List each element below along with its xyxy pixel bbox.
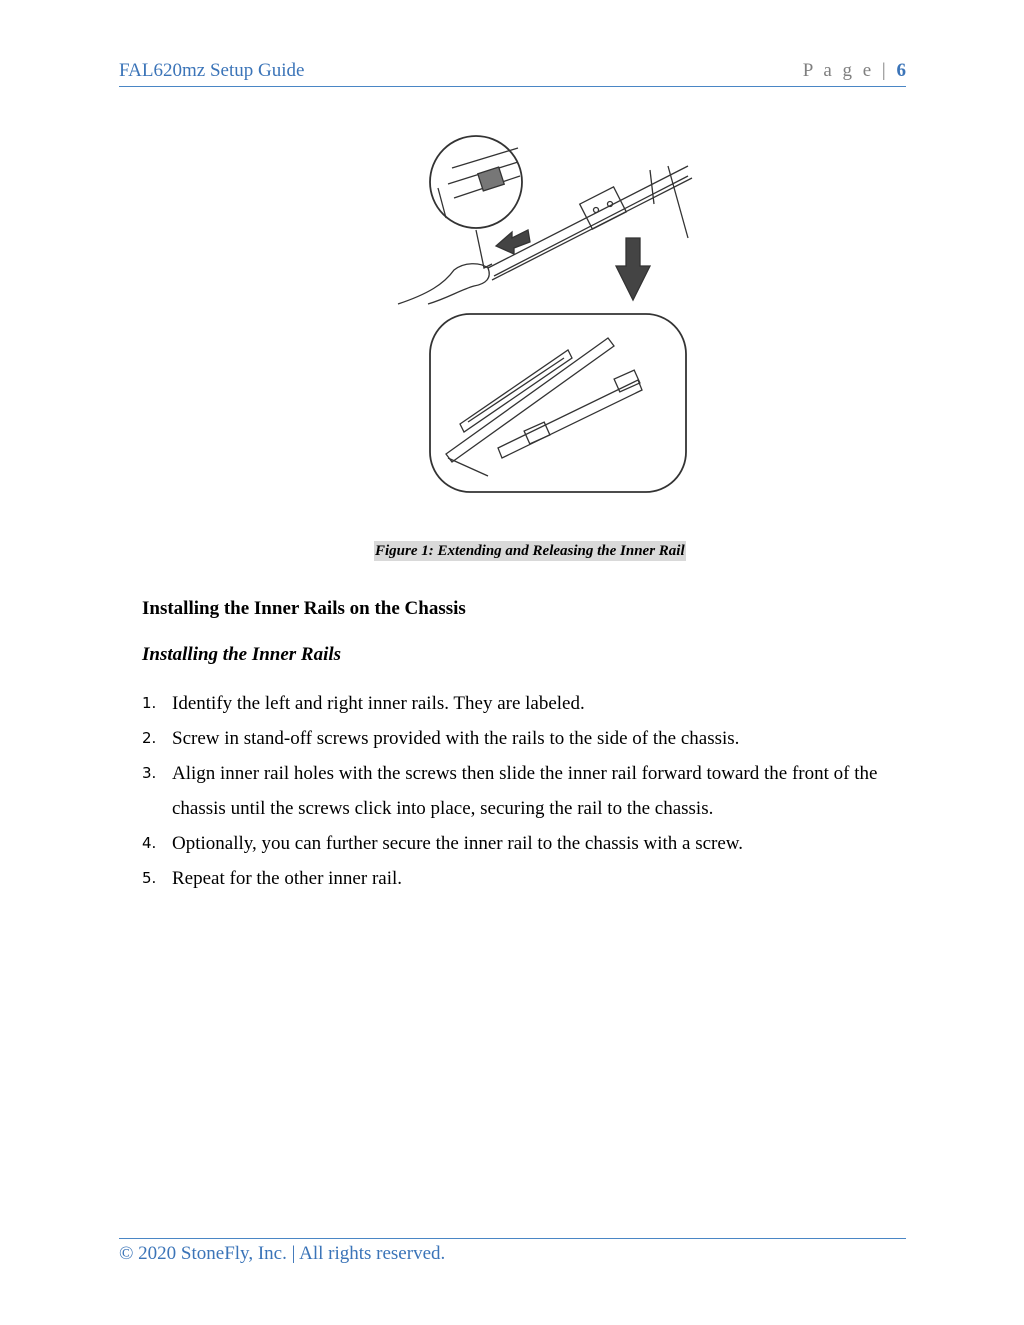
step-text: Optionally, you can further secure the inner rail to the chassis with a screw. xyxy=(172,833,744,854)
figure-caption: Figure 1: Extending and Releasing the Inner Rail xyxy=(375,543,685,559)
step-number: 1. xyxy=(142,694,157,712)
list-item xyxy=(142,756,882,826)
document-title: FAL620mz Setup Guide xyxy=(119,60,305,81)
list-item xyxy=(142,686,882,721)
copyright-text: © 2020 StoneFly, Inc. | All rights reserved. xyxy=(119,1243,446,1264)
page-number xyxy=(803,60,906,82)
section-heading: Installing the Inner Rails on the Chassis xyxy=(142,598,466,619)
step-number: 4. xyxy=(142,834,157,852)
step-number: 2. xyxy=(142,729,157,747)
page-label: P a g e | xyxy=(802,60,889,81)
step-text: Align inner rail holes with the screws then slide the inner rail forward toward the front of the chassis until the screws click into place, securing the rail to the chassis. xyxy=(172,763,878,819)
list-item xyxy=(142,861,882,896)
rail-illustration-icon xyxy=(388,118,706,504)
steps-list xyxy=(142,686,882,896)
list-item xyxy=(142,826,882,861)
page-number-value: 6 xyxy=(896,60,906,81)
page-header xyxy=(119,60,906,87)
step-number: 3. xyxy=(142,764,157,782)
page-footer xyxy=(119,1238,906,1264)
section-subheading: Installing the Inner Rails xyxy=(142,644,342,665)
list-item xyxy=(142,721,882,756)
step-text: Screw in stand-off screws provided with the rails to the side of the chassis. xyxy=(172,728,740,749)
rail-figure xyxy=(388,118,706,504)
step-text: Identify the left and right inner rails. They are labeled. xyxy=(172,693,585,714)
step-text: Repeat for the other inner rail. xyxy=(172,868,403,889)
step-number: 5. xyxy=(142,869,157,887)
